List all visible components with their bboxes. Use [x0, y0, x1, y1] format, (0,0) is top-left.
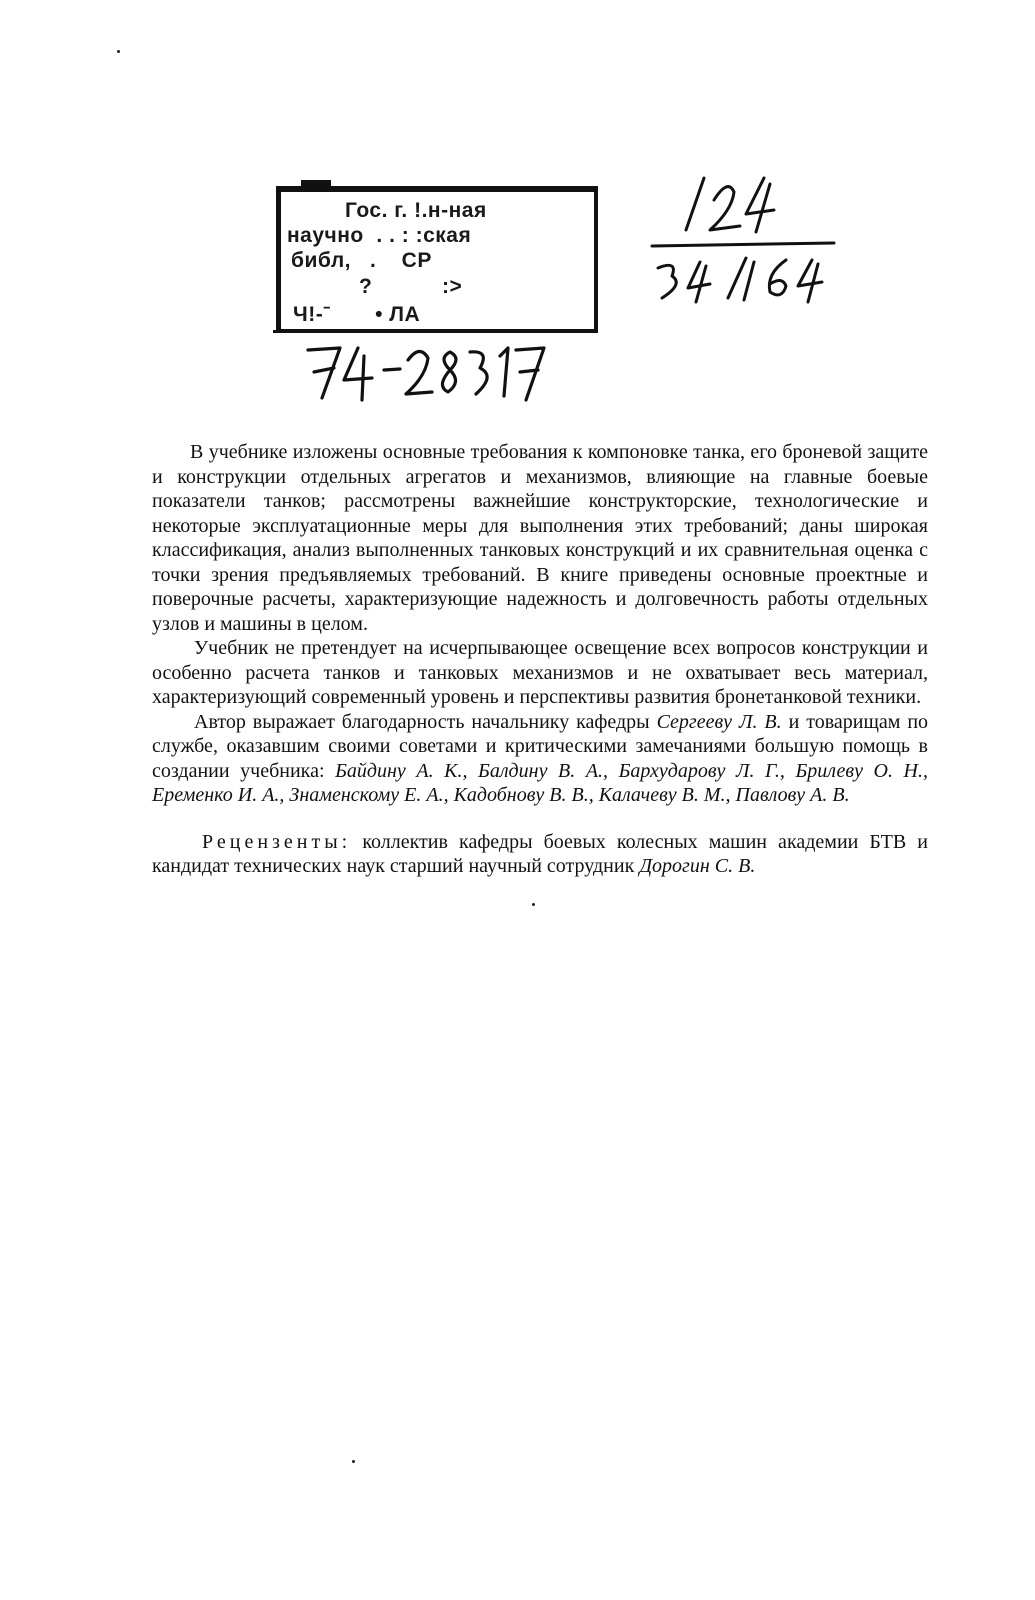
scan-speck [352, 1460, 355, 1463]
stamp-line-4: ? :> [359, 275, 463, 298]
reviewers-paragraph [152, 830, 928, 879]
stamp-line-2: научно . . : :ская [287, 224, 472, 247]
acknowledgement-middle: и товарищам по службе, оказавшим своими советами и критическими замечаниями большую помощь в создании учебника: [152, 710, 929, 782]
stamp-line-1: Гос. г. !.н-ная [345, 199, 487, 222]
stamp-underline [273, 330, 323, 333]
shelf-mark-handwriting [648, 170, 843, 320]
acknowledgement-intro: Автор выражает благодарность начальнику кафедры [194, 710, 650, 733]
inventory-number-handwriting [300, 338, 550, 410]
acknowledgement-paragraph [152, 710, 928, 808]
annotation-text [152, 440, 928, 879]
scan-speck [532, 903, 535, 906]
colleague-names: Байдину А. К., Балдину В. А., Бархударову Л. Г., Брилеву О. Н., Еременко И. А., Знаменскому Е. А., Кадобнову В. В., Калачеву В. М., Павлову А. В. [152, 759, 928, 806]
scan-speck [117, 50, 120, 53]
disclaimer-paragraph: Учебник не претендует на исчерпывающее освещение всех вопросов конструкции и особенно расчета танков и танковых механизмов и не охватывает весь материал, характеризующий современный уровень и перспективы развития бронетанковой техники. [152, 637, 928, 708]
reviewers-text: коллектив кафедры боевых колесных машин академии БТВ и кандидат технических наук старший научный сотрудник [152, 830, 929, 877]
summary-paragraph: В учебнике изложены основные требования к компоновке танка, его броневой защите и конструкции отдельных агрегатов и механизмов, влияющие на главные боевые показатели танков; рассмотрены важнейшие конструкторские, технологические и некоторые эксплуатационные меры для выполнения этих требований; даны широкая классификация, анализ выполненных танковых конструкций и их сравнительная оценка с точки зрения предъявляемых требований. В книге приведены основные проектные и поверочные расчеты, характеризующие надежность и долговечность работы отдельных узлов и машины в целом. [152, 441, 928, 635]
stamp-line-3: библ, . СР [291, 249, 432, 272]
library-stamp [276, 186, 598, 333]
reviewer-name: Дорогин С. В. [639, 855, 756, 877]
stamp-tick-mark [301, 180, 331, 186]
reviewers-label: Рецензенты: [202, 830, 352, 853]
stamp-line-5: Ч!-ˉ • ЛА [293, 303, 421, 326]
department-head-name: Сергееву Л. В. [656, 710, 782, 733]
